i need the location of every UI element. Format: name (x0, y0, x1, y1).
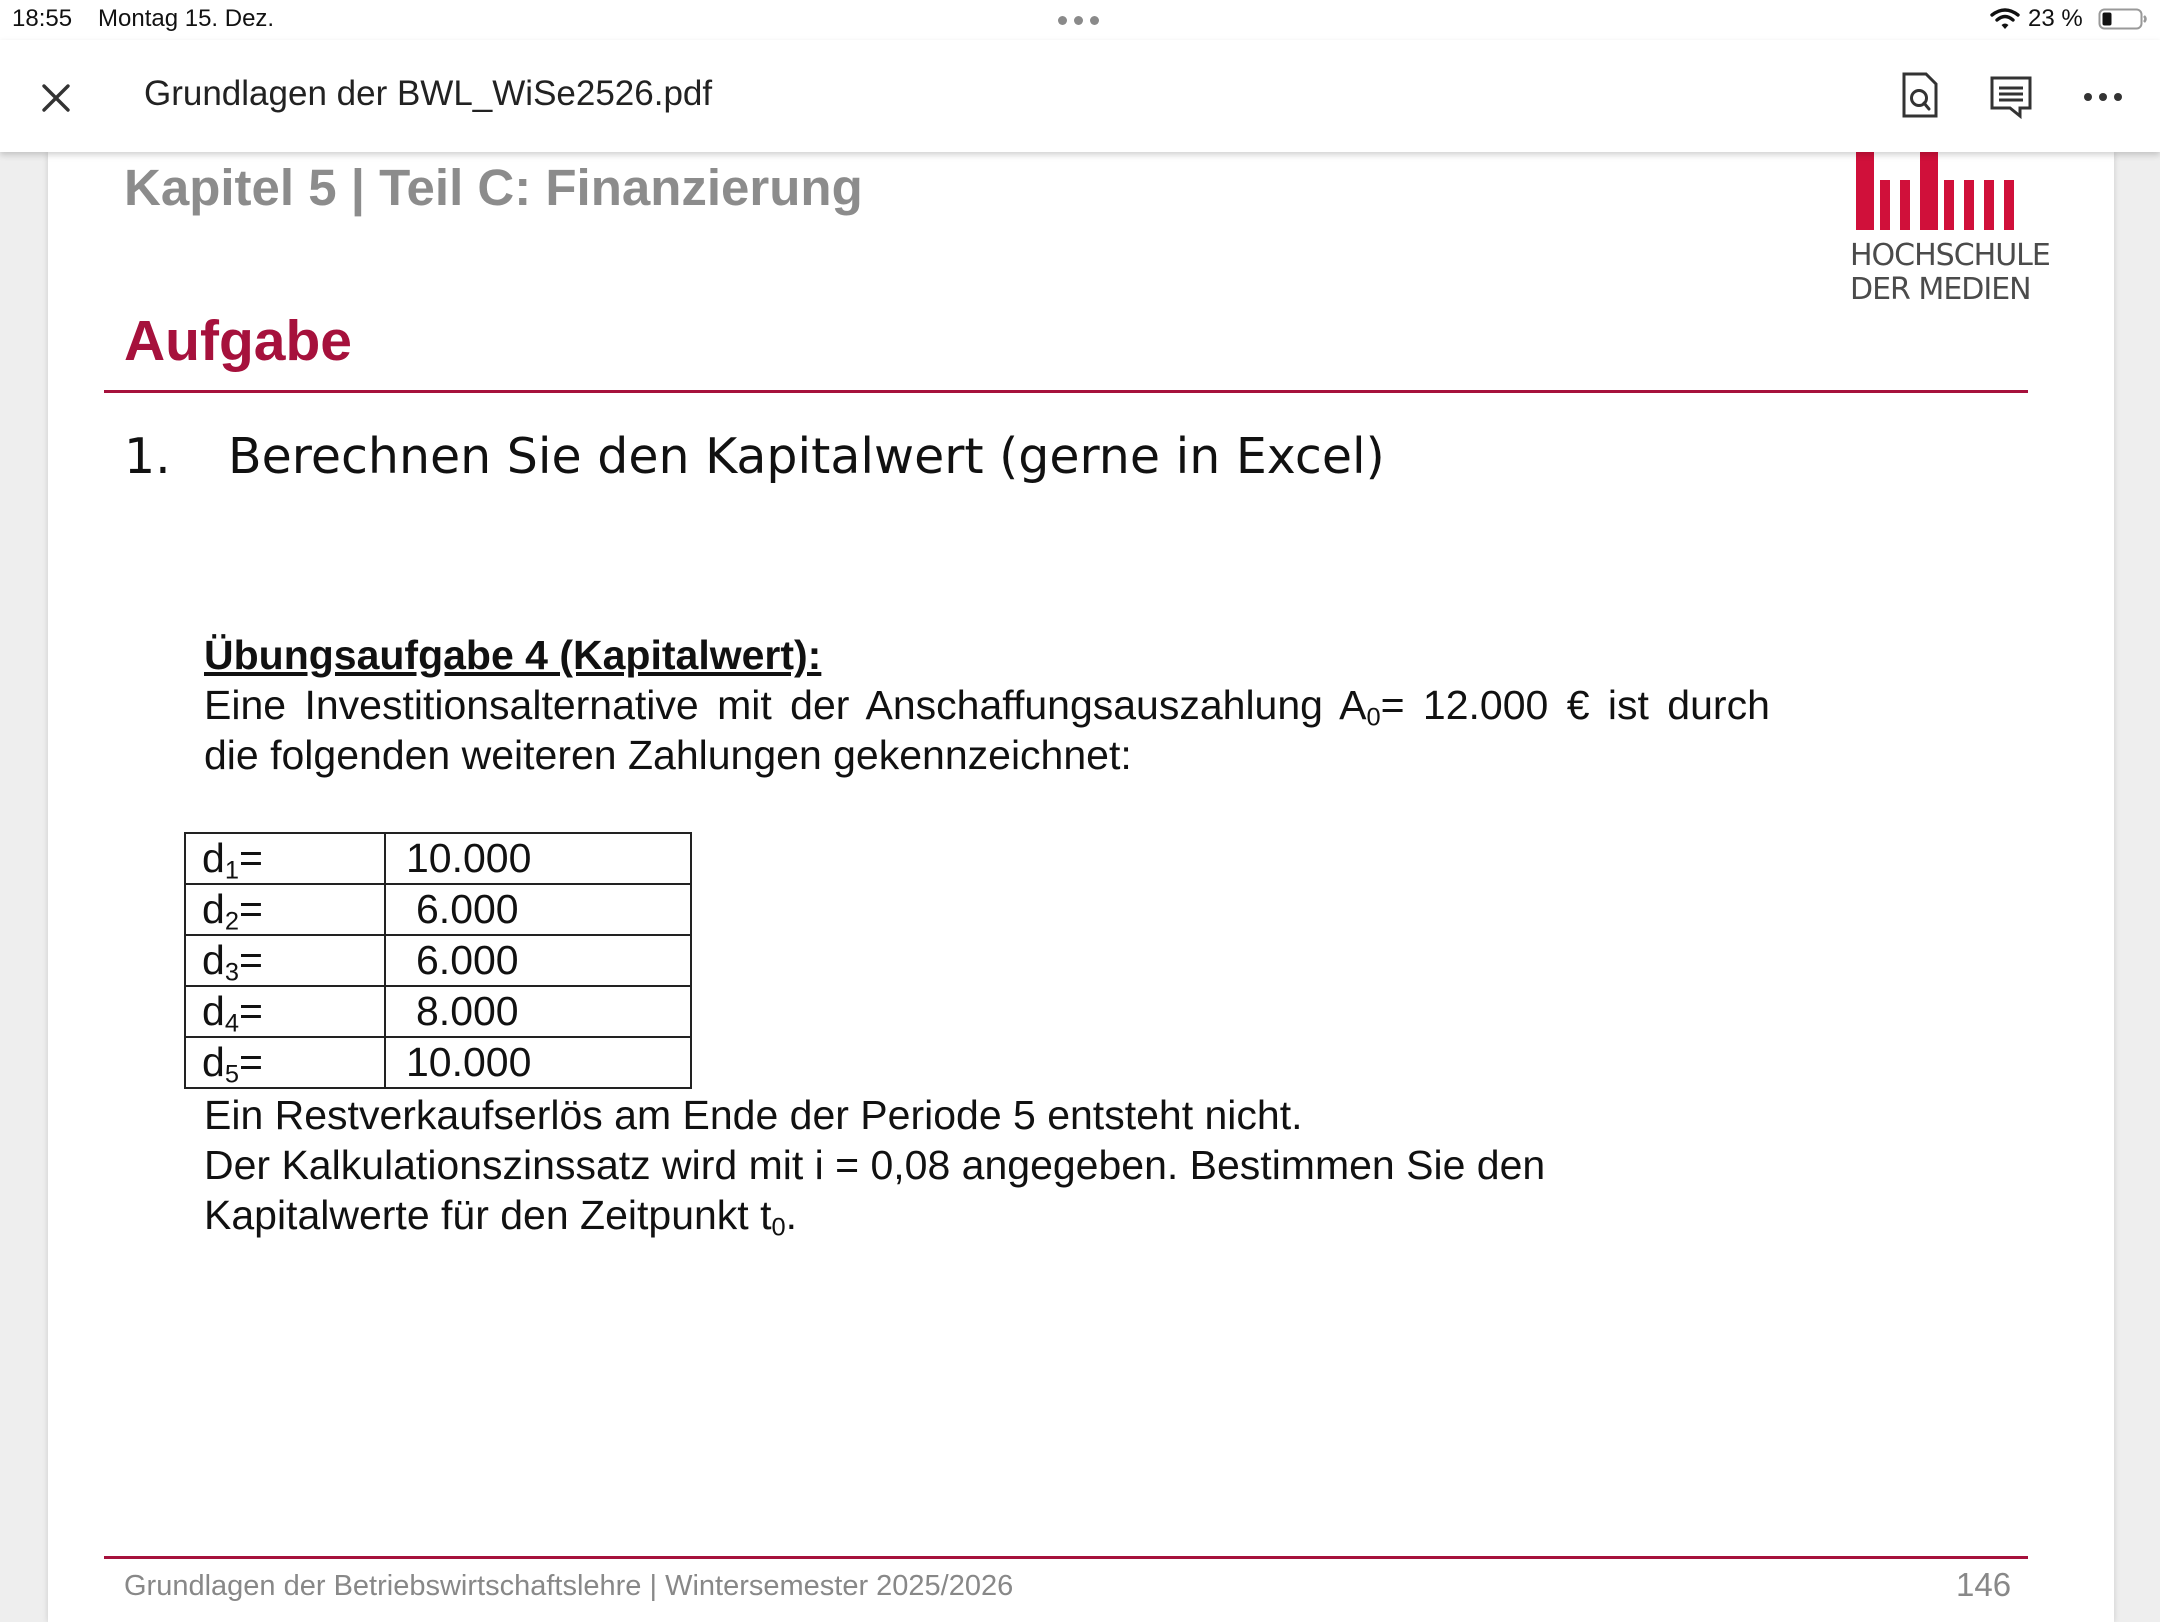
status-date: Montag 15. Dez. (98, 5, 275, 32)
table-row (185, 833, 691, 884)
table-row (185, 1037, 691, 1088)
comments-icon[interactable] (1986, 72, 2036, 120)
heading-divider (104, 390, 2028, 393)
payments-table (184, 832, 692, 1089)
pdf-page[interactable] (48, 152, 2114, 1622)
table-row (185, 935, 691, 986)
chapter-title: Kapitel 5 | Teil C: Finanzierung (124, 159, 863, 216)
payment-label: $d_3=$ (185, 935, 385, 986)
document-toolbar (0, 40, 2160, 152)
status-time: 18:55 (12, 5, 73, 32)
payment-label: $d_2=$ (185, 884, 385, 935)
payment-value: 6.000 (385, 884, 691, 935)
close-icon[interactable] (30, 72, 82, 124)
status-bar (0, 0, 2160, 40)
footer-divider (104, 1556, 2028, 1559)
more-options-icon[interactable] (2080, 76, 2126, 116)
table-row (185, 986, 691, 1037)
logo-bar (2004, 180, 2014, 230)
logo-bars-icon (1850, 152, 2026, 230)
battery-percentage: 23 % (2028, 5, 2083, 32)
page-number: 146 (1956, 1566, 2012, 1603)
hochschule-der-medien-logo (1850, 152, 2050, 312)
footer-text: Grundlagen der Betriebswirtschaftslehre | Wintersemester 2025/2026 (124, 1570, 1014, 1602)
payment-value: 6.000 (385, 935, 691, 986)
task-text: Berechnen Sie den Kapitalwert (gerne in Excel) (228, 428, 1385, 485)
logo-bar (1944, 180, 1954, 230)
payment-value: 8.000 (385, 986, 691, 1037)
exercise-intro-line1: Eine Investitionsalternative mit der Anschaffungsauszahlung $A_0= 12.000$ € ist durch (204, 682, 1770, 732)
payment-value: 10.000 (385, 833, 691, 884)
document-title: Grundlagen der BWL_WiSe2526.pdf (144, 74, 713, 113)
logo-bar (1880, 180, 1890, 230)
task-number: 1. (124, 428, 171, 485)
logo-bar (1900, 180, 1910, 230)
multitasking-dots-icon[interactable] (1058, 16, 1102, 26)
wifi-icon (1990, 7, 2020, 31)
logo-bar (1984, 180, 1994, 230)
exercise-title: Übungsaufgabe 4 (Kapitalwert): (204, 632, 822, 678)
logo-text-line2: DER MEDIEN (1850, 272, 2031, 307)
payment-label: $d_4=$ (185, 986, 385, 1037)
exercise-closing-line1: Ein Restverkaufserlös am Ende der Periode 5 entsteht nicht. (204, 1092, 1303, 1138)
payment-label: $d_1=$ (185, 833, 385, 884)
payment-value: 10.000 (385, 1037, 691, 1088)
logo-bar (1920, 152, 1938, 230)
section-heading: Aufgabe (124, 309, 352, 373)
exercise-closing-line3: Kapitalwerte für den Zeitpunkt $t_0$. (204, 1192, 798, 1242)
table-row (185, 884, 691, 935)
battery-icon (2098, 7, 2148, 31)
exercise-closing-line2: Der Kalkulationszinssatz wird mit i = 0,08 angegeben. Bestimmen Sie den (204, 1142, 1546, 1188)
logo-bar (1856, 152, 1874, 230)
search-document-icon[interactable] (1896, 70, 1944, 122)
logo-bar (1964, 180, 1974, 230)
exercise-intro-line2: die folgenden weiteren Zahlungen gekennzeichnet: (204, 732, 1132, 778)
logo-text-line1: HOCHSCHULE (1850, 238, 2050, 273)
payment-label: $d_5=$ (185, 1037, 385, 1088)
